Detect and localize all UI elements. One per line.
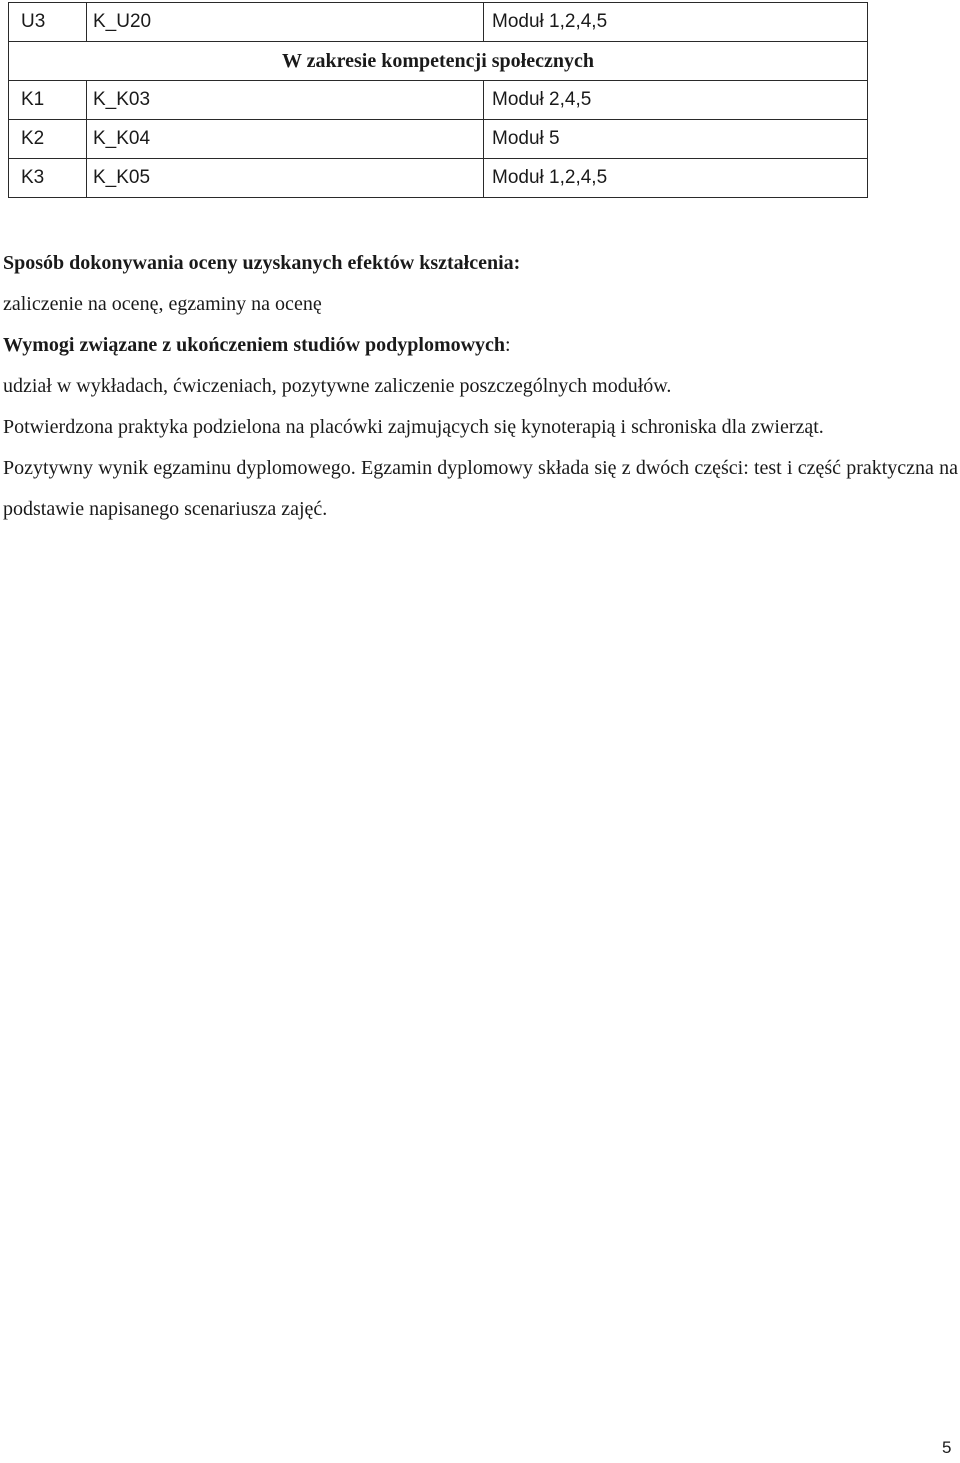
table-row — [9, 159, 868, 198]
outcome-module: Moduł 2,4,5 — [484, 81, 868, 120]
outcome-module: Moduł 1,2,4,5 — [484, 3, 868, 42]
requirements-line-3: Pozytywny wynik egzaminu dyplomowego. Egzamin dyplomowy składa się z dwóch części: test i część praktyczna na podstawie napisanego scenariusza zajęć. — [3, 457, 958, 520]
document-body — [3, 243, 958, 530]
requirements-line-1: udział w wykładach, ćwiczeniach, pozytywne zaliczenie poszczególnych modułów. — [3, 375, 672, 397]
outcome-code: K1 — [9, 81, 87, 120]
requirements-colon: : — [505, 334, 511, 356]
assessment-text: zaliczenie na ocenę, egzaminy na ocenę — [3, 293, 322, 315]
outcome-code: U3 — [9, 3, 87, 42]
requirements-line-2: Potwierdzona praktyka podzielona na placówki zajmujących się kynoterapią i schroniska dla zwierząt. — [3, 416, 824, 438]
section-header: W zakresie kompetencji społecznych — [9, 42, 868, 81]
outcome-module: Moduł 5 — [484, 120, 868, 159]
learning-outcomes-table — [8, 2, 868, 198]
outcome-module: Moduł 1,2,4,5 — [484, 159, 868, 198]
table-row — [9, 120, 868, 159]
table-row — [9, 81, 868, 120]
outcome-effect: K_K05 — [87, 159, 484, 198]
outcome-effect: K_U20 — [87, 3, 484, 42]
outcome-code: K3 — [9, 159, 87, 198]
outcome-effect: K_K04 — [87, 120, 484, 159]
outcome-effect: K_K03 — [87, 81, 484, 120]
section-header-row — [9, 42, 868, 81]
table-row — [9, 3, 868, 42]
requirements-heading: Wymogi związane z ukończeniem studiów podyplomowych — [3, 334, 506, 356]
outcome-code: K2 — [9, 120, 87, 159]
assessment-heading: Sposób dokonywania oceny uzyskanych efektów kształcenia: — [3, 252, 521, 274]
page-number: 5 — [942, 1438, 952, 1457]
requirements-heading-line — [3, 325, 958, 366]
